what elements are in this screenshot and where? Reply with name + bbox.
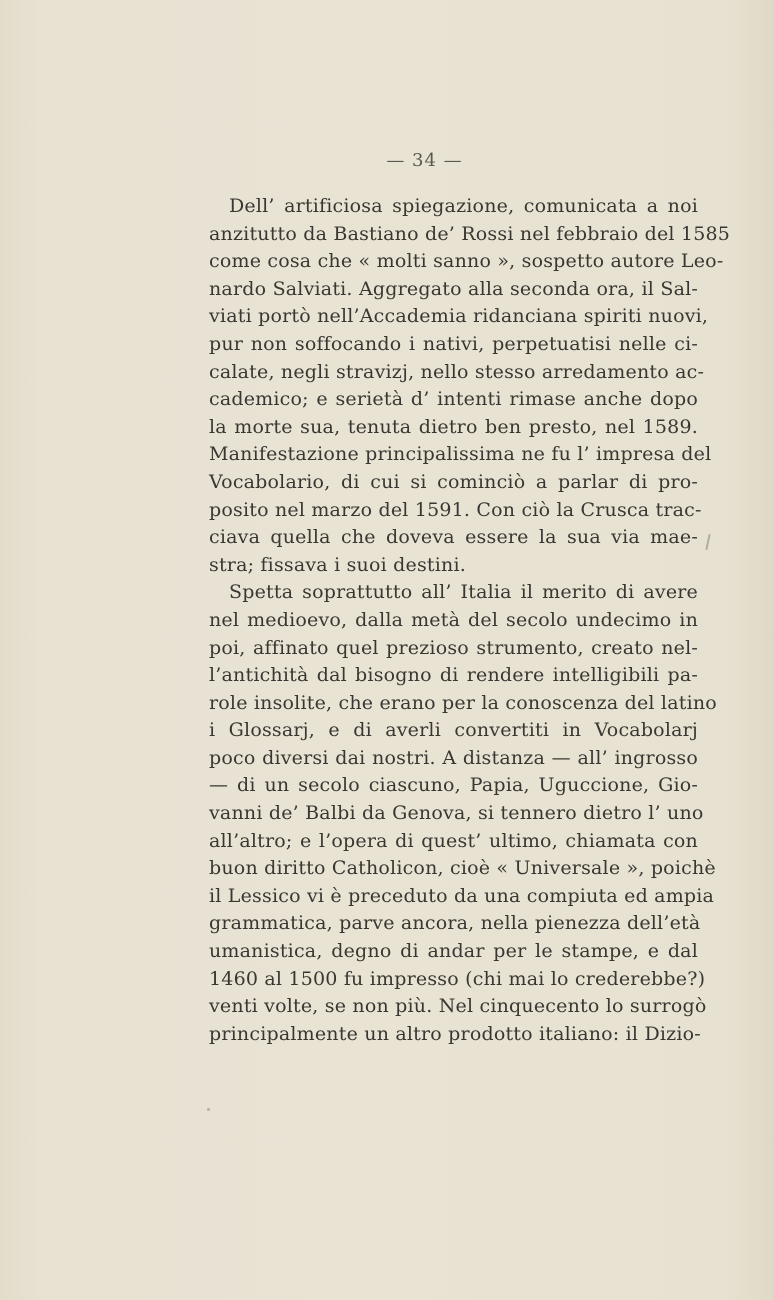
text-line: calate, negli stravizj, nello stesso arredamento ac- — [209, 360, 705, 383]
text-line: 1460 al 1500 fu impresso (chi mai lo crederebbe?) — [209, 967, 706, 990]
text-line: Manifestazione principalissima ne fu l’ impresa del — [209, 443, 712, 466]
text-line: Vocabolario, di cui si cominciò a parlar di pro- — [209, 470, 698, 493]
text-line: buon diritto Catholicon, cioè « Universale », poichè — [209, 857, 716, 880]
text-line: grammatica, parve ancora, nella pienezza dell’età — [209, 912, 701, 935]
margin-mark — [705, 534, 710, 550]
text-line: cademico; e serietà d’ intenti rimase anche dopo — [209, 388, 698, 411]
text-line: poi, affinato quel prezioso strumento, creato nel- — [209, 636, 698, 659]
text-line: stra; fissava i suoi destini. — [209, 553, 466, 576]
text-line: poco diversi dai nostri. A distanza — all’ ingrosso — [209, 746, 698, 769]
text-line: la morte sua, tenuta dietro ben presto, nel 1589. — [209, 415, 698, 438]
text-line: posito nel marzo del 1591. Con ciò la Crusca trac- — [209, 498, 702, 521]
text-line: venti volte, se non più. Nel cinquecento lo surrogò — [209, 995, 707, 1018]
paper-speck — [207, 1108, 210, 1111]
body-text — [209, 193, 731, 1048]
page-number: — 34 — — [386, 150, 463, 171]
text-line: come cosa che « molti sanno », sospetto autore Leo- — [209, 250, 724, 273]
text-line: Dell’ artificiosa spiegazione, comunicata a noi — [229, 195, 698, 217]
text-line: all’altro; e l’opera di quest’ ultimo, chiamata con — [209, 829, 698, 852]
text-line: ciava quella che doveva essere la sua via mae- — [209, 526, 698, 549]
text-line: viati portò nell’Accademia ridanciana spiriti nuovi, — [209, 305, 709, 328]
text-line: vanni de’ Balbi da Genova, si tennero dietro l’ uno — [209, 802, 704, 825]
text-line: pur non soffocando i nativi, perpetuatisi nelle ci- — [209, 332, 698, 355]
text-line: il Lessico vi è preceduto da una compiuta ed ampia — [209, 884, 715, 907]
text-line: umanistica, degno di andar per le stampe, e dal — [209, 940, 698, 963]
text-line: nardo Salviati. Aggregato alla seconda ora, il Sal- — [209, 277, 698, 300]
text-line: i Glossarj, e di averli convertiti in Vocabolarj — [209, 719, 698, 742]
text-line: role insolite, che erano per la conoscenza del latino — [209, 691, 717, 714]
text-line: nel medioevo, dalla metà del secolo undecimo in — [209, 608, 698, 631]
text-line: Spetta soprattutto all’ Italia il merito di avere — [229, 581, 698, 604]
text-line: l’antichità dal bisogno di rendere intelligibili pa- — [209, 664, 698, 687]
text-line: anzitutto da Bastiano de’ Rossi nel febbraio del 1585 — [209, 222, 731, 245]
text-line: — di un secolo ciascuno, Papia, Uguccione, Gio- — [209, 774, 698, 797]
text-line: principalmente un altro prodotto italiano: il Dizio- — [209, 1022, 701, 1045]
